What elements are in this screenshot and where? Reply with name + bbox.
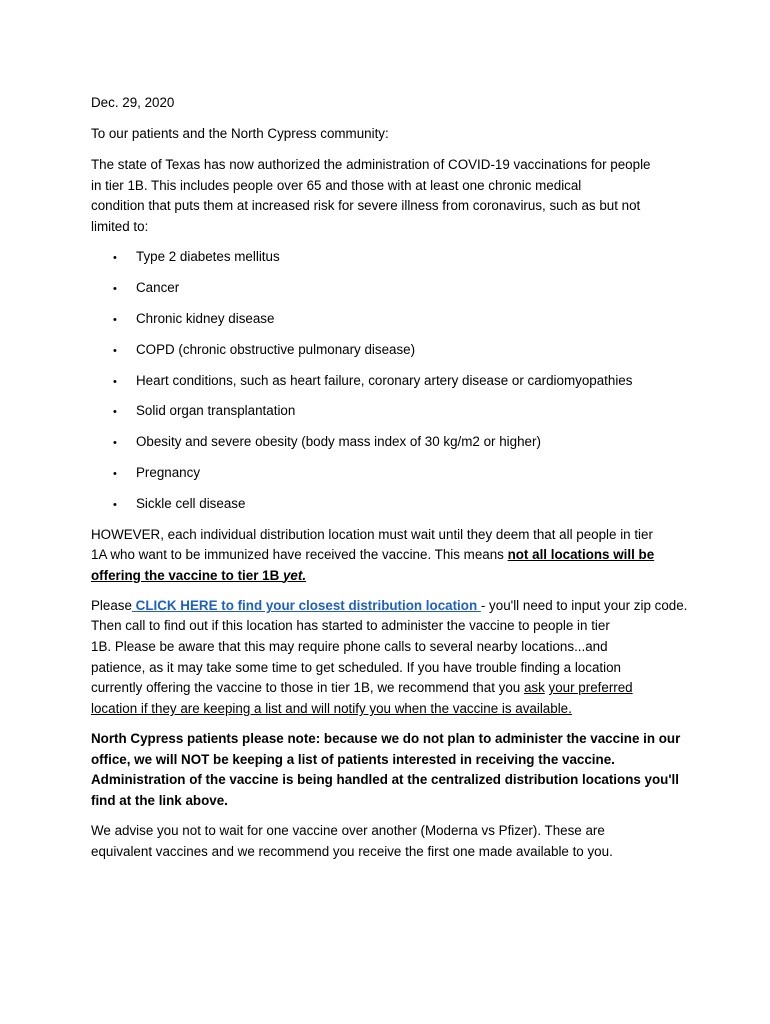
condition-text: Sickle cell disease xyxy=(136,496,246,511)
condition-text: Obesity and severe obesity (body mass index of 30 kg/m2 or higher) xyxy=(136,434,541,449)
condition-text: Heart conditions, such as heart failure, coronary artery disease or cardiomyopathies xyxy=(136,373,633,388)
please-line xyxy=(91,679,633,697)
bullet-icon: • xyxy=(113,406,117,418)
list-item xyxy=(113,279,179,298)
however-emphasis: offering the vaccine to tier 1B xyxy=(91,568,283,583)
intro-line: The state of Texas has now authorized the administration of COVID-19 vaccinations for people xyxy=(91,157,651,172)
advise-line: equivalent vaccines and we recommend you receive the first one made available to you. xyxy=(91,844,613,859)
list-item xyxy=(113,495,245,514)
however-emphasis: not all locations will be xyxy=(507,547,655,562)
bullet-icon: • xyxy=(113,314,117,326)
intro-line: limited to: xyxy=(91,219,149,234)
list-item xyxy=(113,402,295,421)
bullet-icon: • xyxy=(113,345,117,357)
please-underlined: ask xyxy=(523,680,545,695)
note-line: North Cypress patients please note: because we do not plan to administer the vaccine in our xyxy=(91,731,681,746)
please-prefix: Please xyxy=(91,598,132,613)
please-text: currently offering the vaccine to those in tier 1B, we recommend that you xyxy=(91,680,524,695)
however-line: HOWEVER, each individual distribution location must wait until they deem that all people in tier xyxy=(91,527,653,542)
list-item xyxy=(113,433,541,452)
condition-text: Solid organ transplantation xyxy=(136,403,296,418)
please-line xyxy=(91,597,687,615)
please-line: Then call to find out if this location has started to administer the vaccine to people in tier xyxy=(91,618,610,633)
bullet-icon: • xyxy=(113,376,117,388)
condition-text: COPD (chronic obstructive pulmonary disease) xyxy=(136,342,416,357)
please-suffix: - you'll need to input your zip code. xyxy=(480,598,688,613)
condition-text: Type 2 diabetes mellitus xyxy=(136,249,280,264)
note-line: Administration of the vaccine is being handled at the centralized distribution locations you'll xyxy=(91,772,679,787)
bullet-icon: • xyxy=(113,252,117,264)
letter-date: Dec. 29, 2020 xyxy=(91,95,175,110)
please-line: location if they are keeping a list and will notify you when the vaccine is available. xyxy=(91,701,572,716)
please-line: 1B. Please be aware that this may require phone calls to several nearby locations...and xyxy=(91,639,608,654)
bullet-icon: • xyxy=(113,283,117,295)
please-underlined: your preferred xyxy=(548,680,633,695)
however-yet: yet. xyxy=(282,568,307,583)
list-item xyxy=(113,341,415,360)
list-item xyxy=(113,310,274,329)
bullet-icon: • xyxy=(113,437,117,449)
however-text: 1A who want to be immunized have received the vaccine. This means xyxy=(91,547,508,562)
list-item xyxy=(113,248,280,267)
note-line: office, we will NOT be keeping a list of patients interested in receiving the vaccine. xyxy=(91,752,615,767)
however-line xyxy=(91,546,654,564)
list-item xyxy=(113,464,200,483)
condition-text: Chronic kidney disease xyxy=(136,311,275,326)
intro-line: condition that puts them at increased risk for severe illness from coronavirus, such as but not xyxy=(91,198,641,213)
intro-line: in tier 1B. This includes people over 65 and those with at least one chronic medical xyxy=(91,178,582,193)
please-line: patience, as it may take some time to get scheduled. If you have trouble finding a location xyxy=(91,660,621,675)
distribution-location-link[interactable]: CLICK HERE to find your closest distribution location xyxy=(131,598,481,613)
advise-line: We advise you not to wait for one vaccine over another (Moderna vs Pfizer). These are xyxy=(91,823,605,838)
condition-text: Pregnancy xyxy=(136,465,201,480)
list-item xyxy=(113,372,632,391)
condition-text: Cancer xyxy=(136,280,180,295)
letter-salutation: To our patients and the North Cypress community: xyxy=(91,126,389,141)
however-line xyxy=(91,567,306,585)
bullet-icon: • xyxy=(113,468,117,480)
bullet-icon: • xyxy=(113,499,117,511)
note-line: find at the link above. xyxy=(91,793,228,808)
